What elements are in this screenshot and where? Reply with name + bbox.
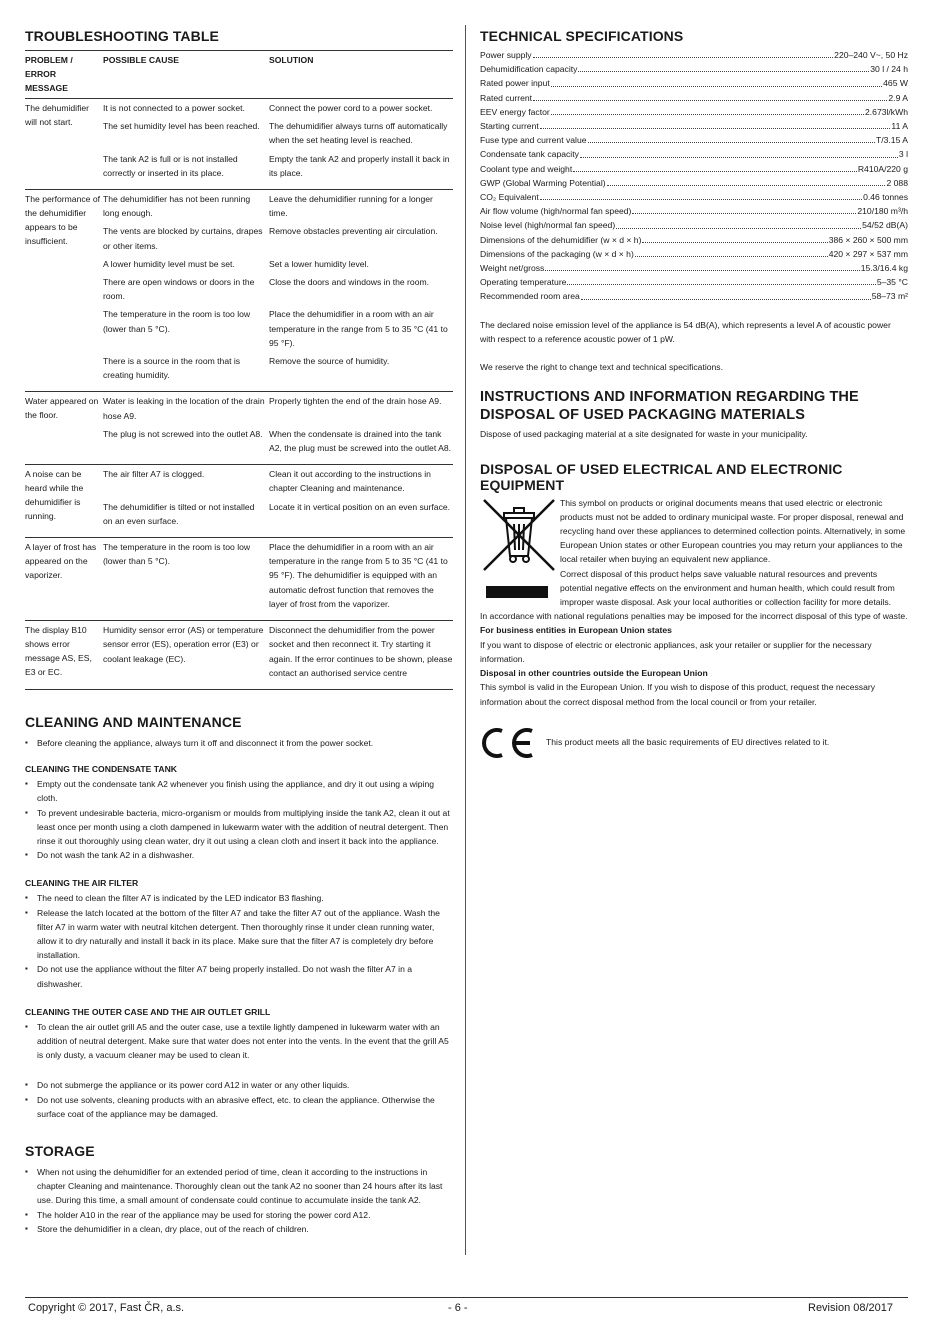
ce-text: This product meets all the basic requirements of EU directives related to it. xyxy=(546,736,830,747)
spec-label: GWP (Global Warming Potential) xyxy=(480,177,606,188)
packaging-text: Dispose of used packaging material at a site designated for waste in your municipality. xyxy=(480,428,808,439)
storage-title: STORAGE xyxy=(25,1142,95,1159)
cause-cell: The temperature in the room is too low (lower than 5 °C). xyxy=(103,542,251,567)
cleaning-intro: ▪ Before cleaning the appliance, always turn it off and disconnect it from the power socket. xyxy=(25,736,453,750)
list-item: ▪ Release the latch located at the bottom of the filter A7 and take the filter A7 out of the appliance. Wash the filter A7 in warm water with neutral kitchen detergent. Then thoroughly rinse it under clean running water, allow it to dry naturally and install it back in its place. Make sure that the filter A7 is completely dry before installation. xyxy=(25,906,453,963)
table-row xyxy=(103,394,453,422)
table-row xyxy=(103,101,453,115)
condensate-heading: CLEANING THE CONDENSATE TANK xyxy=(25,764,177,775)
list-item: ▪ Do not use solvents, cleaning products with an abrasive effect, etc. to clean the appliance. Otherwise the surface coat of the appliance may be damaged. xyxy=(25,1093,453,1121)
cleaning-section xyxy=(25,714,453,1121)
solution-cell: Properly tighten the end of the drain hose A9. xyxy=(269,396,442,407)
cause-cell: The temperature in the room is too low (lower than 5 °C). xyxy=(103,309,251,334)
cause-cell: The tank A2 is full or is not installed correctly or inserted in its place. xyxy=(103,153,238,178)
solution-cell: When the condensate is drained into the tank A2, the plug must be screwed into the outlet A8. xyxy=(269,428,452,454)
spec-value: 220–240 V~, 50 Hz xyxy=(834,50,908,60)
leader-dots xyxy=(573,162,857,172)
spec-value: 54/52 dB(A) xyxy=(862,220,908,231)
disposal-p4: If you want to dispose of electric or electronic appliances, ask your retailer or supplier for the necessary information. xyxy=(480,639,872,664)
spec-row xyxy=(480,233,908,247)
leader-dots xyxy=(533,48,834,58)
problem-cell: The dehumidifier will not start. xyxy=(25,103,90,127)
list-item: ▪ To prevent undesirable bacteria, micro-organism or moulds from multiplying inside the tank A2, clean it out at least once per month using a cloth dampened in lukewarm water with the addition of neutral detergent. Then rinse it out thoroughly using clean water, dry it out using a clean cloth and insert it back into the appliance. xyxy=(25,806,453,849)
solution-cell: The dehumidifier always turns off automatically when the set heating level is reached. xyxy=(269,121,448,146)
spec-value: 2 088 xyxy=(886,177,908,188)
list-item: ▪ When not using the dehumidifier for an extended period of time, clean it according to the instructions in chapter Cleaning and maintenance. Thoroughly clean out the tank A2 no sooner than 24 hours after its last use. During this time, a small amount of condensate could continue to accumulate inside the tank A2. xyxy=(25,1165,453,1208)
leader-dots xyxy=(580,147,898,157)
spec-value: 11 A xyxy=(891,121,908,132)
spec-label: Air flow volume (high/normal fan speed) xyxy=(480,206,632,217)
spec-value: 420 × 297 × 537 mm xyxy=(828,248,908,259)
left-column xyxy=(25,28,453,1236)
specs-title: TECHNICAL SPECIFICATIONS xyxy=(480,28,684,44)
spec-label: CO₂ Equivalent xyxy=(480,192,539,203)
solution-cell: Connect the power cord to a power socket. xyxy=(269,103,433,113)
spec-row xyxy=(480,289,908,303)
spec-label: Dimensions of the dehumidifier (w × d × h) xyxy=(480,234,642,245)
leader-dots xyxy=(578,62,869,72)
problem-cell: A noise can be heard while the dehumidifier is running. xyxy=(25,469,84,522)
spec-row xyxy=(480,48,908,62)
cause-cell: It is not connected to a power socket. xyxy=(103,103,245,113)
leader-dots xyxy=(551,76,882,86)
cause-cell: The dehumidifier is tilted or not installed on an even surface. xyxy=(103,501,255,526)
spec-row xyxy=(480,218,908,232)
table-row xyxy=(103,467,453,495)
cause-cell: The dehumidifier has not been running long enough. xyxy=(103,194,251,219)
other-countries-heading: Disposal in other countries outside the European Union xyxy=(480,668,708,679)
problem-cell: The display B10 shows error message AS, ES, E3 or EC. xyxy=(25,625,92,678)
leader-dots xyxy=(635,247,828,257)
noise-note: The declared noise emission level of the appliance is 54 dB(A), which represents a level A of acoustic power with respect to a reference acoustic power of 1 pW. xyxy=(480,319,891,344)
spec-value: 58–73 m² xyxy=(871,291,908,302)
header-cause: POSSIBLE CAUSE xyxy=(103,55,179,65)
spec-label: Condensate tank capacity xyxy=(480,149,579,160)
list-item: ▪ Do not submerge the appliance or its power cord A12 in water or any other liquids. xyxy=(25,1078,453,1092)
leader-dots xyxy=(540,119,891,129)
leader-dots xyxy=(642,233,827,243)
list-item: ▪ The holder A10 in the rear of the appliance may be used for storing the power cord A12. xyxy=(25,1208,453,1222)
cleaning-title: CLEANING AND MAINTENANCE xyxy=(25,713,242,730)
packaging-title: INSTRUCTIONS AND INFORMATION REGARDING THE DISPOSAL OF USED PACKAGING MATERIALS xyxy=(480,388,859,423)
business-heading: For business entities in European Union states xyxy=(480,625,672,636)
solution-cell: Remove the source of humidity. xyxy=(269,356,390,367)
list-item: ▪ Empty out the condensate tank A2 whenever you finish using the appliance, and dry it out using a wiping cloth. xyxy=(25,777,453,805)
spec-row xyxy=(480,105,908,119)
leader-dots xyxy=(567,275,875,285)
table-row xyxy=(103,119,453,147)
leader-dots xyxy=(545,261,859,271)
spec-label: Dimensions of the packaging (w × d × h) xyxy=(480,248,634,259)
spec-row xyxy=(480,176,908,190)
disposal-p3: In accordance with national regulations penalties may be imposed for the incorrect disposal of this type of waste. xyxy=(480,611,908,622)
spec-row xyxy=(480,147,908,161)
spec-label: Weight net/gross xyxy=(480,263,545,274)
footer-revision: Revision 08/2017 xyxy=(808,1302,894,1314)
header-problem: PROBLEM / ERROR MESSAGE xyxy=(25,55,73,93)
table-group xyxy=(25,621,453,690)
leader-dots xyxy=(581,289,871,299)
solution-cell: Place the dehumidifier in a room with an air temperature in the range from 5 to 35 °C (41 to 95 °F). xyxy=(269,309,448,348)
solution-cell: Close the doors and windows in the room. xyxy=(269,277,430,288)
table-row xyxy=(103,500,453,528)
spec-label: Coolant type and weight xyxy=(480,163,573,174)
table-row xyxy=(103,275,453,303)
cause-cell: The vents are blocked by curtains, drapes or other items. xyxy=(103,226,263,251)
cause-cell: The set humidity level has been reached. xyxy=(103,121,260,132)
list-item: ▪ To clean the air outlet grill A5 and the outer case, use a textile lightly dampened in lukewarm water with an addition of neutral detergent. Make sure that water does not enter into the vents. In the event that the grill A5 is only dusty, a vacuum cleaner may be used to clean it. xyxy=(25,1020,453,1063)
table-group xyxy=(25,538,453,621)
problem-cell: A layer of frost has appeared on the vaporizer. xyxy=(25,542,97,581)
spec-row xyxy=(480,62,908,76)
spec-row xyxy=(480,91,908,105)
table-group xyxy=(25,190,453,392)
leader-dots xyxy=(533,91,887,101)
right-column xyxy=(480,28,908,757)
spec-label: Noise level (high/normal fan speed) xyxy=(480,220,616,231)
cause-cell: The air filter A7 is clogged. xyxy=(103,469,205,480)
spec-label: Rated current xyxy=(480,92,533,103)
crossed-bin-icon xyxy=(480,496,560,604)
spec-value: 0.46 tonnes xyxy=(863,192,908,203)
spec-value: 15.3/16.4 kg xyxy=(860,263,908,274)
table-group xyxy=(25,392,453,465)
solution-cell: Empty the tank A2 and properly install it back in its place. xyxy=(269,153,450,178)
troubleshooting-table xyxy=(25,50,453,690)
footer-divider xyxy=(25,1297,908,1298)
spec-row xyxy=(480,133,908,147)
solution-cell: Disconnect the dehumidifier from the power socket and then reconnect it. Try starting it again. If the error continues to be shown, please contact an authorised service centre xyxy=(269,625,453,678)
list-item: ▪ Do not wash the tank A2 in a dishwasher. xyxy=(25,848,453,862)
problem-cell: Water appeared on the floor. xyxy=(25,396,99,421)
table-group xyxy=(25,465,453,538)
spec-label: EEV energy factor xyxy=(480,106,550,117)
cause-cell: There is a source in the room that is creating humidity. xyxy=(103,356,241,381)
leader-dots xyxy=(588,133,875,143)
cause-cell: A lower humidity level must be set. xyxy=(103,258,235,269)
table-group xyxy=(25,99,453,190)
header-solution: SOLUTION xyxy=(269,55,314,65)
spec-value: 210/180 m³/h xyxy=(857,206,908,217)
cause-cell: Humidity sensor error (AS) or temperature sensor error (ES), operation error (E3) or coolant leakage (EC). xyxy=(103,625,264,664)
solution-cell: Clean it out according to the instructions in chapter Cleaning and maintenance. xyxy=(269,469,431,494)
storage-section xyxy=(25,1143,453,1236)
disposal-p1: This symbol on products or original documents means that used electric or electronic products must not be added to ordinary municipal waste. For proper disposal, renewal and recycling hand over these appliances to determined collection points. Alternatively, in some European Union states or other European countries you may return your appliances to the local retailer when buying an equivalent new appliance. xyxy=(560,497,906,565)
spec-row xyxy=(480,204,908,218)
column-divider xyxy=(465,25,466,1255)
spec-value: 2.673l/kWh xyxy=(865,106,908,117)
spec-value: T/3.15 A xyxy=(875,135,908,146)
filter-heading: CLEANING THE AIR FILTER xyxy=(25,878,139,889)
cause-cell: Water is leaking in the location of the drain hose A9. xyxy=(103,396,265,421)
footer-page-number: - 6 - xyxy=(448,1302,468,1314)
disposal-p5: This symbol is valid in the European Union. If you wish to dispose of this product, request the necessary information about the correct disposal method from the local council or from your retailer. xyxy=(480,682,876,707)
leader-dots xyxy=(616,218,861,228)
cause-cell: There are open windows or doors in the room. xyxy=(103,277,255,302)
spec-value: 3 l xyxy=(898,149,908,160)
leader-dots xyxy=(632,204,856,214)
disposal-title: DISPOSAL OF USED ELECTRICAL AND ELECTRONIC EQUIPMENT xyxy=(480,460,843,493)
leader-dots xyxy=(540,190,862,200)
table-row xyxy=(103,354,453,382)
spec-label: Rated power input xyxy=(480,78,550,89)
spec-row xyxy=(480,190,908,204)
reserve-note: We reserve the right to change text and technical specifications. xyxy=(480,361,723,372)
disposal-p2: Correct disposal of this product helps save valuable natural resources and prevents potential negative effects on the environment and human health, which could result from improper waste disposal. Ask your local authorities or collection facility for more details. xyxy=(560,568,895,608)
spec-value: 5–35 °C xyxy=(876,277,908,288)
list-item: ▪ The need to clean the filter A7 is indicated by the LED indicator B3 flashing. xyxy=(25,891,453,905)
table-row xyxy=(103,427,453,455)
spec-label: Recommended room area xyxy=(480,291,580,302)
table-row xyxy=(103,192,453,220)
table-row xyxy=(103,224,453,252)
spec-value: 386 × 260 × 500 mm xyxy=(828,234,908,245)
table-row xyxy=(103,623,453,680)
list-item: ▪ Do not use the appliance without the filter A7 being properly installed. Do not wash the filter A7 in a dishwasher. xyxy=(25,962,453,990)
table-header xyxy=(25,51,453,99)
spec-label: Dehumidification capacity xyxy=(480,64,578,75)
spec-row xyxy=(480,119,908,133)
table-row xyxy=(103,307,453,350)
table-row xyxy=(103,257,453,271)
spec-row xyxy=(480,247,908,261)
table-row xyxy=(103,152,453,180)
outer-case-heading: CLEANING THE OUTER CASE AND THE AIR OUTLET GRILL xyxy=(25,1006,271,1017)
specs-list xyxy=(480,48,908,304)
leader-dots xyxy=(607,176,886,186)
spec-row xyxy=(480,275,908,289)
spec-label: Fuse type and current value xyxy=(480,135,587,146)
troubleshooting-title: TROUBLESHOOTING TABLE xyxy=(25,28,219,44)
solution-cell: Remove obstacles preventing air circulation. xyxy=(269,226,438,237)
solution-cell: Set a lower humidity level. xyxy=(269,258,369,269)
solution-cell: Leave the dehumidifier running for a longer time. xyxy=(269,194,433,219)
weee-block xyxy=(480,496,908,610)
spec-value: R410A/220 g xyxy=(857,163,908,174)
solution-cell: Locate it in vertical position on an even surface. xyxy=(269,501,451,512)
spec-label: Operating temperature xyxy=(480,277,567,288)
spec-row xyxy=(480,76,908,90)
table-row xyxy=(103,540,453,611)
spec-row xyxy=(480,162,908,176)
cause-cell: The plug is not screwed into the outlet A8. xyxy=(103,428,263,439)
solution-cell: Place the dehumidifier in a room with an air temperature in the range from 5 to 35 °C (41 to 95 °F). The dehumidifier is equipped with an automatic defrost function that removes the layer of frost from the vaporizer. xyxy=(269,542,448,609)
spec-label: Starting current xyxy=(480,121,539,132)
spec-row xyxy=(480,261,908,275)
spec-value: 2.9 A xyxy=(888,92,908,103)
spec-value: 30 l / 24 h xyxy=(870,64,908,75)
ce-mark-icon xyxy=(480,727,540,757)
spec-value: 465 W xyxy=(883,78,908,89)
problem-cell: The performance of the dehumidifier appears to be insufficient. xyxy=(25,194,100,247)
list-item: ▪ Store the dehumidifier in a clean, dry place, out of the reach of children. xyxy=(25,1222,453,1236)
leader-dots xyxy=(551,105,864,115)
spec-label: Power supply xyxy=(480,50,532,60)
footer-copyright: Copyright © 2017, Fast ČR, a.s. xyxy=(28,1302,185,1314)
ce-block xyxy=(480,727,908,757)
